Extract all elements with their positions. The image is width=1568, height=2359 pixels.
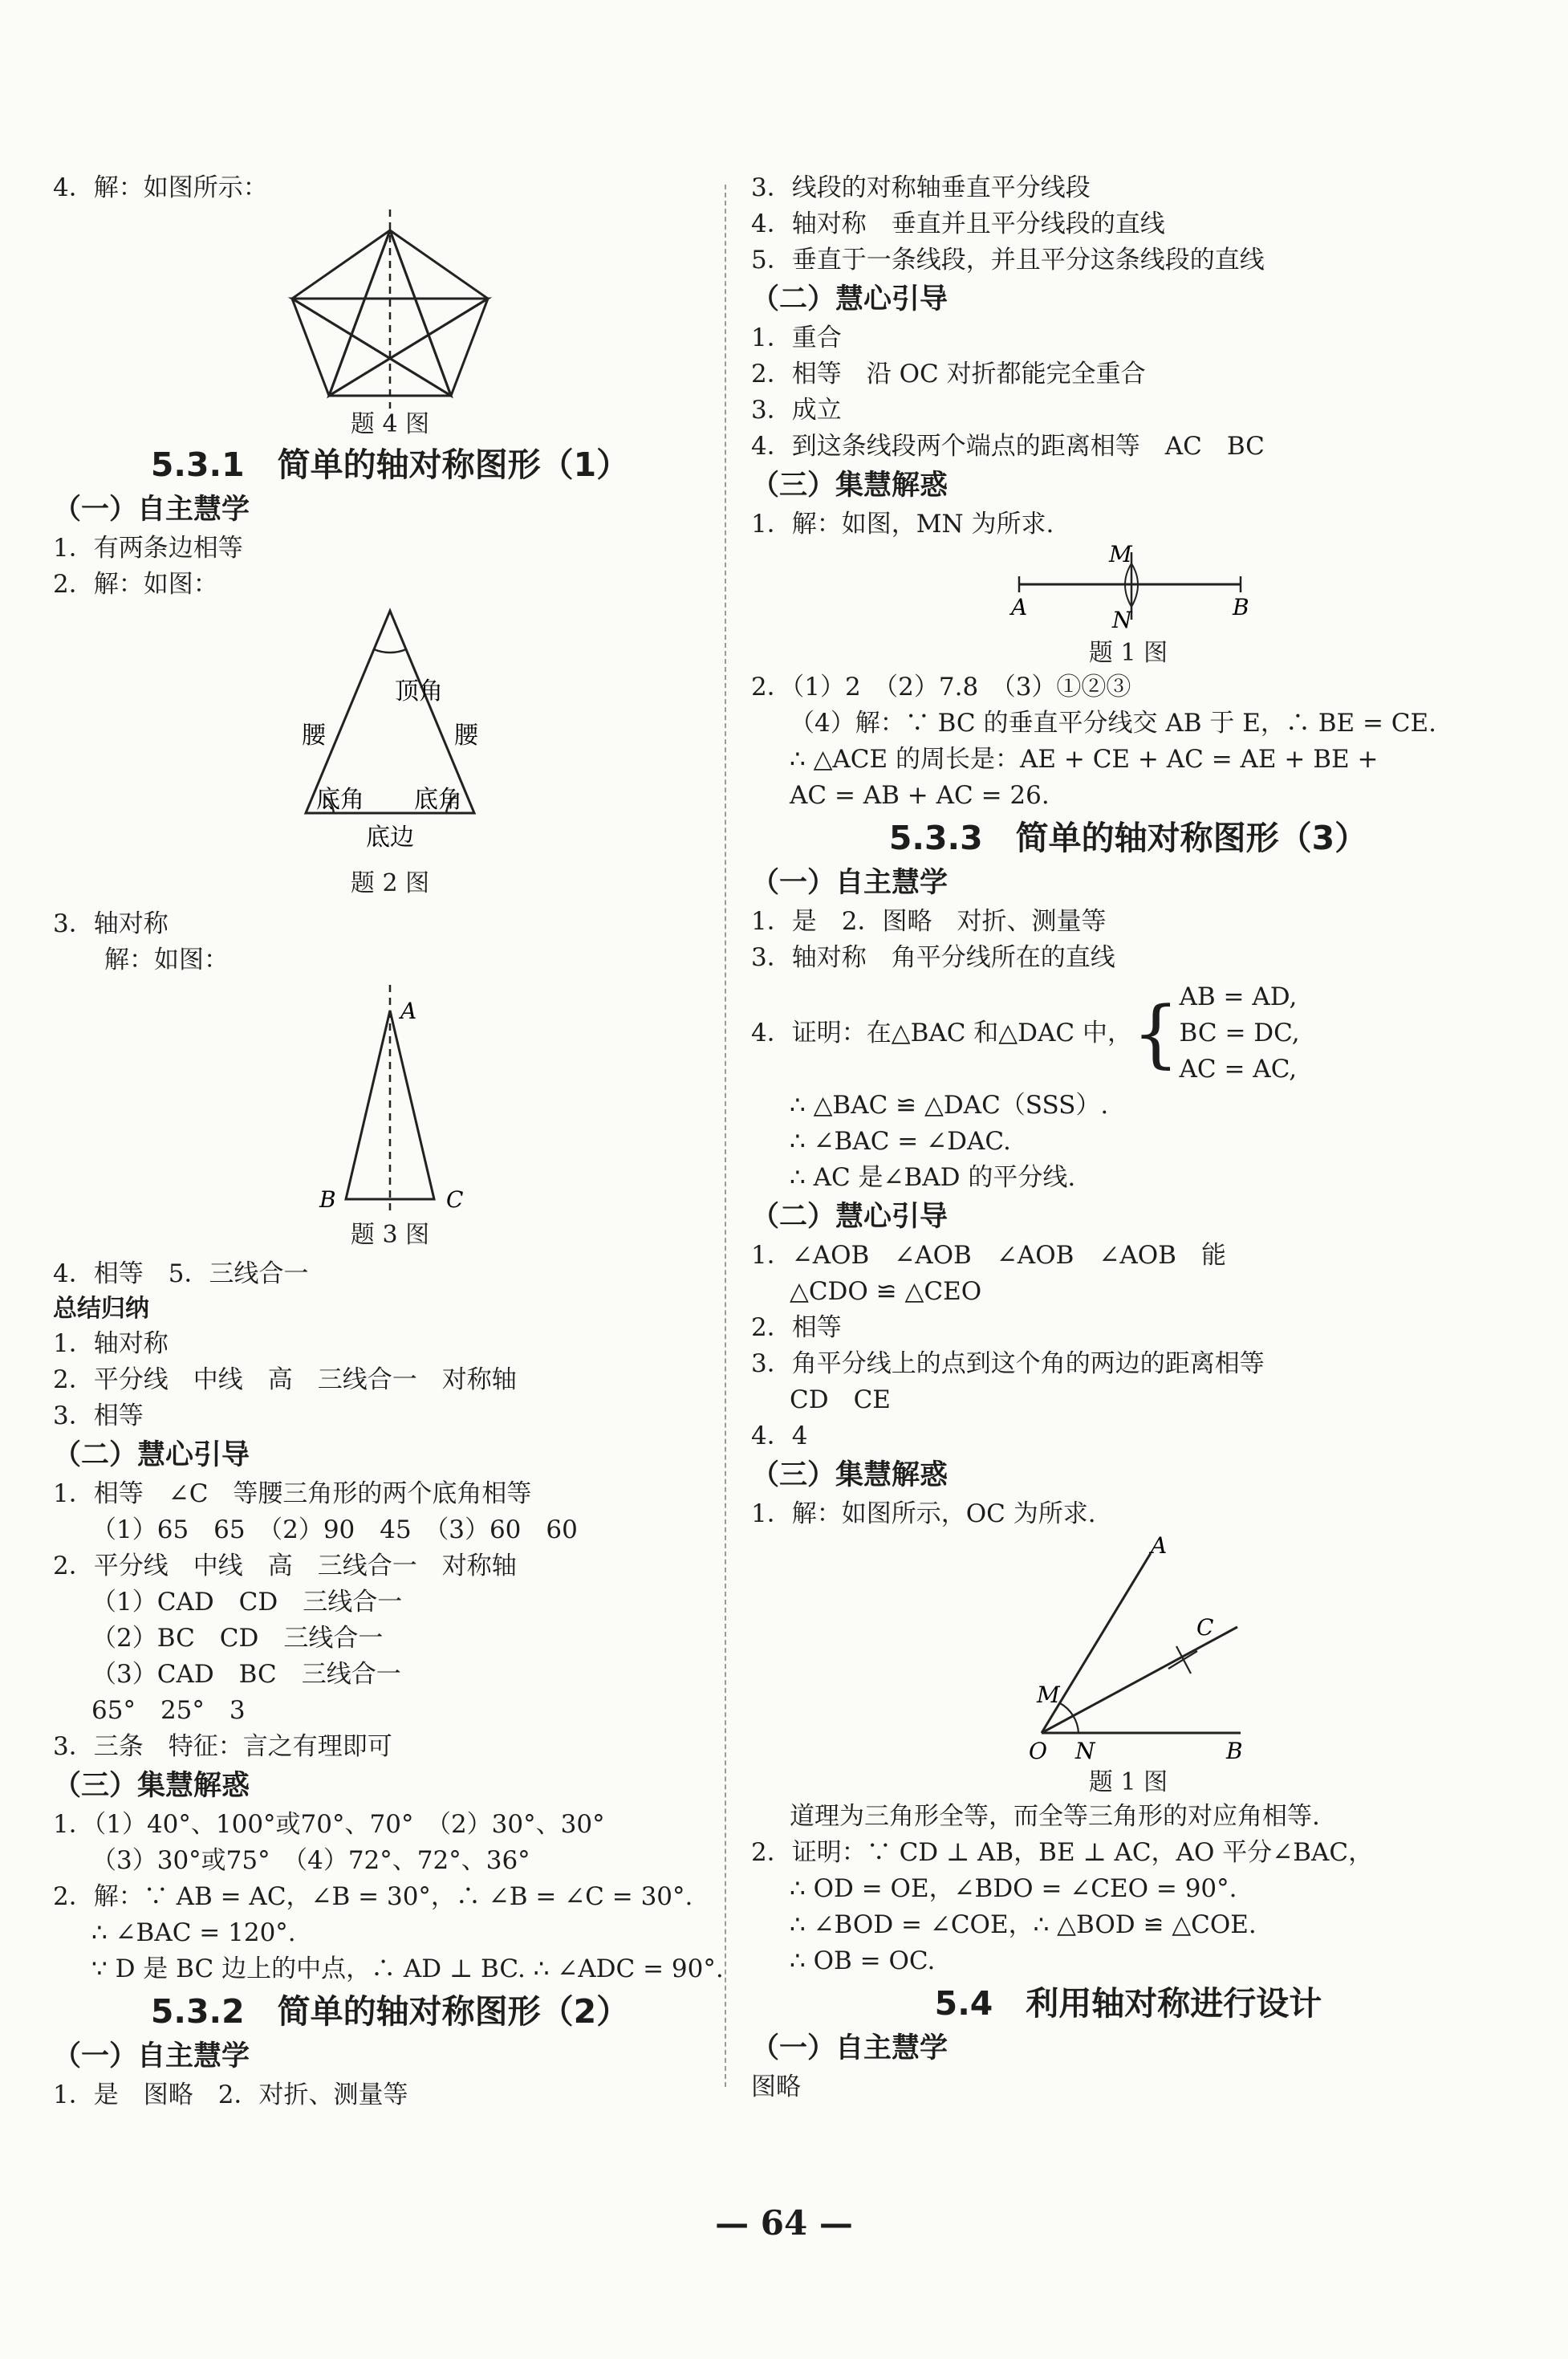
answer-line: ∴ OD = OE，∠BDO = ∠CEO = 90°. bbox=[790, 1874, 1237, 1903]
figure-caption: 题 1 图 bbox=[1088, 1768, 1168, 1796]
answer-line: 2．解：如图： bbox=[53, 570, 218, 599]
section-title-5-3-3: 5.3.3 简单的轴对称图形（3） bbox=[888, 819, 1368, 857]
answer-line: 1．解：如图，MN 为所求. bbox=[751, 510, 1054, 539]
answer-line: （2）BC CD 三线合一 bbox=[91, 1624, 384, 1653]
triangle-abc-diagram bbox=[270, 978, 510, 1219]
section-title-5-4: 5.4 利用轴对称进行设计 bbox=[934, 1984, 1322, 2023]
answer-line: 3．线段的对称轴垂直平分线段 bbox=[751, 173, 1091, 202]
figure-caption: 题 1 图 bbox=[1088, 639, 1168, 667]
subsection-heading: （一）自主慧学 bbox=[751, 867, 949, 899]
pentagram-figure bbox=[278, 206, 502, 409]
answer-line: 1．是 2．图略 对折、测量等 bbox=[751, 907, 1107, 936]
page-number: — 64 — bbox=[715, 2203, 853, 2243]
answer-line: ∴ ∠BAC = 120°. bbox=[91, 1918, 296, 1947]
triangle-abc-figure bbox=[270, 978, 510, 1219]
answer-line: 1．有两条边相等 bbox=[53, 534, 243, 563]
perpendicular-bisector-diagram bbox=[984, 543, 1273, 637]
answer-line: 3．相等 bbox=[53, 1401, 144, 1430]
answer-line: （1）65 65 （2）90 45 （3）60 60 bbox=[91, 1515, 578, 1544]
answer-line: ∵ D 是 BC 边上的中点，∴ AD ⊥ BC. ∴ ∠ADC = 90°. bbox=[91, 1954, 724, 1983]
base-angle-right-label: 底角 bbox=[414, 786, 462, 814]
answer-line: 4．4 bbox=[751, 1422, 808, 1450]
answer-line: CD CE bbox=[790, 1385, 891, 1414]
answer-line: 2．相等 沿 OC 对折都能完全重合 bbox=[751, 360, 1146, 388]
left-column bbox=[53, 170, 727, 2113]
equation-row: AB = AD, bbox=[1179, 982, 1298, 1011]
answer-line: （4）解：∵ BC 的垂直平分线交 AB 于 E，∴ BE = CE. bbox=[790, 709, 1437, 738]
subsection-heading: （二）慧心引导 bbox=[53, 1439, 250, 1471]
subsection-heading: （一）自主慧学 bbox=[751, 2032, 949, 2064]
leg-left-label: 腰 bbox=[302, 722, 326, 750]
angle-bisector-figure bbox=[1008, 1532, 1249, 1767]
answer-line: 1．相等 ∠C 等腰三角形的两个底角相等 bbox=[53, 1479, 532, 1508]
answer-line: ∴ ∠BAC = ∠DAC. bbox=[790, 1127, 1011, 1156]
section-title-5-3-1: 5.3.1 简单的轴对称图形（1） bbox=[150, 445, 630, 484]
answer-line: 1．解：如图所示，OC 为所求. bbox=[751, 1499, 1096, 1528]
perpendicular-bisector-figure bbox=[984, 543, 1273, 637]
answer-line: 2．相等 bbox=[751, 1313, 842, 1342]
subsection-heading: （三）集慧解惑 bbox=[751, 1459, 949, 1491]
answer-line: 2．（1）2 （2）7.8 （3）①②③ bbox=[751, 673, 1131, 702]
answer-line: 解：如图： bbox=[104, 946, 229, 974]
answer-line: 3．轴对称 角平分线所在的直线 bbox=[751, 943, 1115, 972]
subsection-heading: （一）自主慧学 bbox=[53, 494, 250, 526]
answer-line: 65° 25° 3 bbox=[91, 1696, 246, 1725]
left-brace: { bbox=[1131, 990, 1180, 1076]
base-angle-left-label: 底角 bbox=[316, 786, 364, 814]
subsection-heading: （二）慧心引导 bbox=[751, 283, 949, 315]
answer-line: 4．轴对称 垂直并且平分线段的直线 bbox=[751, 209, 1165, 238]
point-b-label: B bbox=[1226, 1738, 1243, 1764]
proof-system-line bbox=[751, 979, 1505, 1088]
answer-line: （3）CAD BC 三线合一 bbox=[91, 1660, 401, 1689]
answer-line: 2．证明：∵ CD ⊥ AB，BE ⊥ AC，AO 平分∠BAC， bbox=[751, 1838, 1374, 1867]
answer-line: 1．∠AOB ∠AOB ∠AOB ∠AOB 能 bbox=[751, 1241, 1226, 1270]
answer-line: ∴ ∠BOD = ∠COE，∴ △BOD ≌ △COE. bbox=[790, 1910, 1257, 1939]
equation-system bbox=[1180, 979, 1300, 1088]
equation-row: AC = AC, bbox=[1179, 1055, 1298, 1084]
answer-line: ∴ △ACE 的周长是：AE + CE + AC = AE + BE + bbox=[790, 745, 1379, 774]
point-c-label: C bbox=[1196, 1614, 1214, 1641]
answer-line: ∴ AC 是∠BAD 的平分线. bbox=[790, 1163, 1076, 1192]
vertex-b-label: B bbox=[319, 1186, 336, 1213]
answer-line: △CDO ≌ △CEO bbox=[790, 1277, 982, 1306]
pentagram-diagram bbox=[278, 206, 502, 409]
point-n-label: N bbox=[1075, 1738, 1095, 1764]
answer-line: 2．平分线 中线 高 三线合一 对称轴 bbox=[53, 1365, 517, 1394]
answer-line: 3．轴对称 bbox=[53, 909, 169, 938]
answer-line: 2．平分线 中线 高 三线合一 对称轴 bbox=[53, 1552, 517, 1580]
answer-line: 4．相等 5．三线合一 bbox=[53, 1259, 309, 1288]
answer-line: ∴ △BAC ≌ △DAC（SSS）. bbox=[790, 1091, 1109, 1120]
isosceles-triangle-diagram bbox=[286, 603, 494, 868]
base-label: 底边 bbox=[366, 824, 414, 852]
vertex-c-label: C bbox=[446, 1186, 464, 1213]
answer-line: 3．成立 bbox=[751, 396, 842, 425]
leg-right-label: 腰 bbox=[454, 722, 478, 750]
answer-line: 2．解：∵ AB = AC，∠B = 30°，∴ ∠B = ∠C = 30°. bbox=[53, 1882, 693, 1911]
answer-line: 道理为三角形全等，而全等三角形的对应角相等. bbox=[790, 1802, 1320, 1831]
answer-line: 3．角平分线上的点到这个角的两边的距离相等 bbox=[751, 1349, 1265, 1378]
figure-caption: 题 3 图 bbox=[350, 1221, 430, 1249]
figure-caption: 题 2 图 bbox=[350, 869, 430, 897]
point-m-label: M bbox=[1037, 1682, 1060, 1708]
answer-line: 4．到这条线段两个端点的距离相等 AC BC bbox=[751, 432, 1265, 461]
point-n-label: N bbox=[1112, 607, 1132, 633]
answer-line: 1．轴对称 bbox=[53, 1329, 169, 1358]
subsection-heading: （三）集慧解惑 bbox=[53, 1770, 250, 1802]
answer-line: （3）30°或75° （4）72°、72°、36° bbox=[91, 1846, 530, 1875]
answer-line: 5．垂直于一条线段，并且平分这条线段的直线 bbox=[751, 246, 1265, 275]
figure-caption: 题 4 图 bbox=[350, 410, 430, 438]
right-column bbox=[751, 170, 1505, 2105]
answer-line: 1．（1）40°、100°或70°、70° （2）30°、30° bbox=[53, 1810, 605, 1839]
answer-line: 4．解：如图所示： bbox=[53, 173, 268, 202]
section-title-5-3-2: 5.3.2 简单的轴对称图形（2） bbox=[150, 1992, 630, 2031]
point-b-label: B bbox=[1233, 594, 1249, 620]
subsection-heading: （一）自主慧学 bbox=[53, 2040, 250, 2072]
point-m-label: M bbox=[1109, 543, 1132, 567]
summary-heading: 总结归纳 bbox=[53, 1295, 149, 1323]
vertex-a-label: A bbox=[400, 998, 417, 1024]
angle-bisector-diagram bbox=[1008, 1532, 1249, 1767]
answer-line: 1．重合 bbox=[751, 323, 842, 352]
answer-line: 3．三条 特征：言之有理即可 bbox=[53, 1732, 392, 1761]
isosceles-triangle-figure bbox=[286, 603, 494, 868]
answer-line: 4．证明：在△BAC 和△DAC 中， bbox=[751, 1019, 1132, 1047]
answer-line: （1）CAD CD 三线合一 bbox=[91, 1588, 403, 1617]
answer-line: ∴ OB = OC. bbox=[790, 1946, 936, 1975]
equation-row: BC = DC, bbox=[1179, 1019, 1300, 1047]
subsection-heading: （二）慧心引导 bbox=[751, 1201, 949, 1233]
answer-line: 图略 bbox=[751, 2072, 801, 2101]
answer-line: AC = AB + AC = 26. bbox=[790, 781, 1050, 810]
point-a-label: A bbox=[1011, 594, 1028, 620]
answer-line: 1．是 图略 2．对折、测量等 bbox=[53, 2080, 408, 2109]
point-a-label: A bbox=[1151, 1532, 1168, 1559]
apex-angle-label: 顶角 bbox=[395, 677, 443, 706]
subsection-heading: （三）集慧解惑 bbox=[751, 470, 949, 502]
point-o-label: O bbox=[1029, 1738, 1047, 1764]
